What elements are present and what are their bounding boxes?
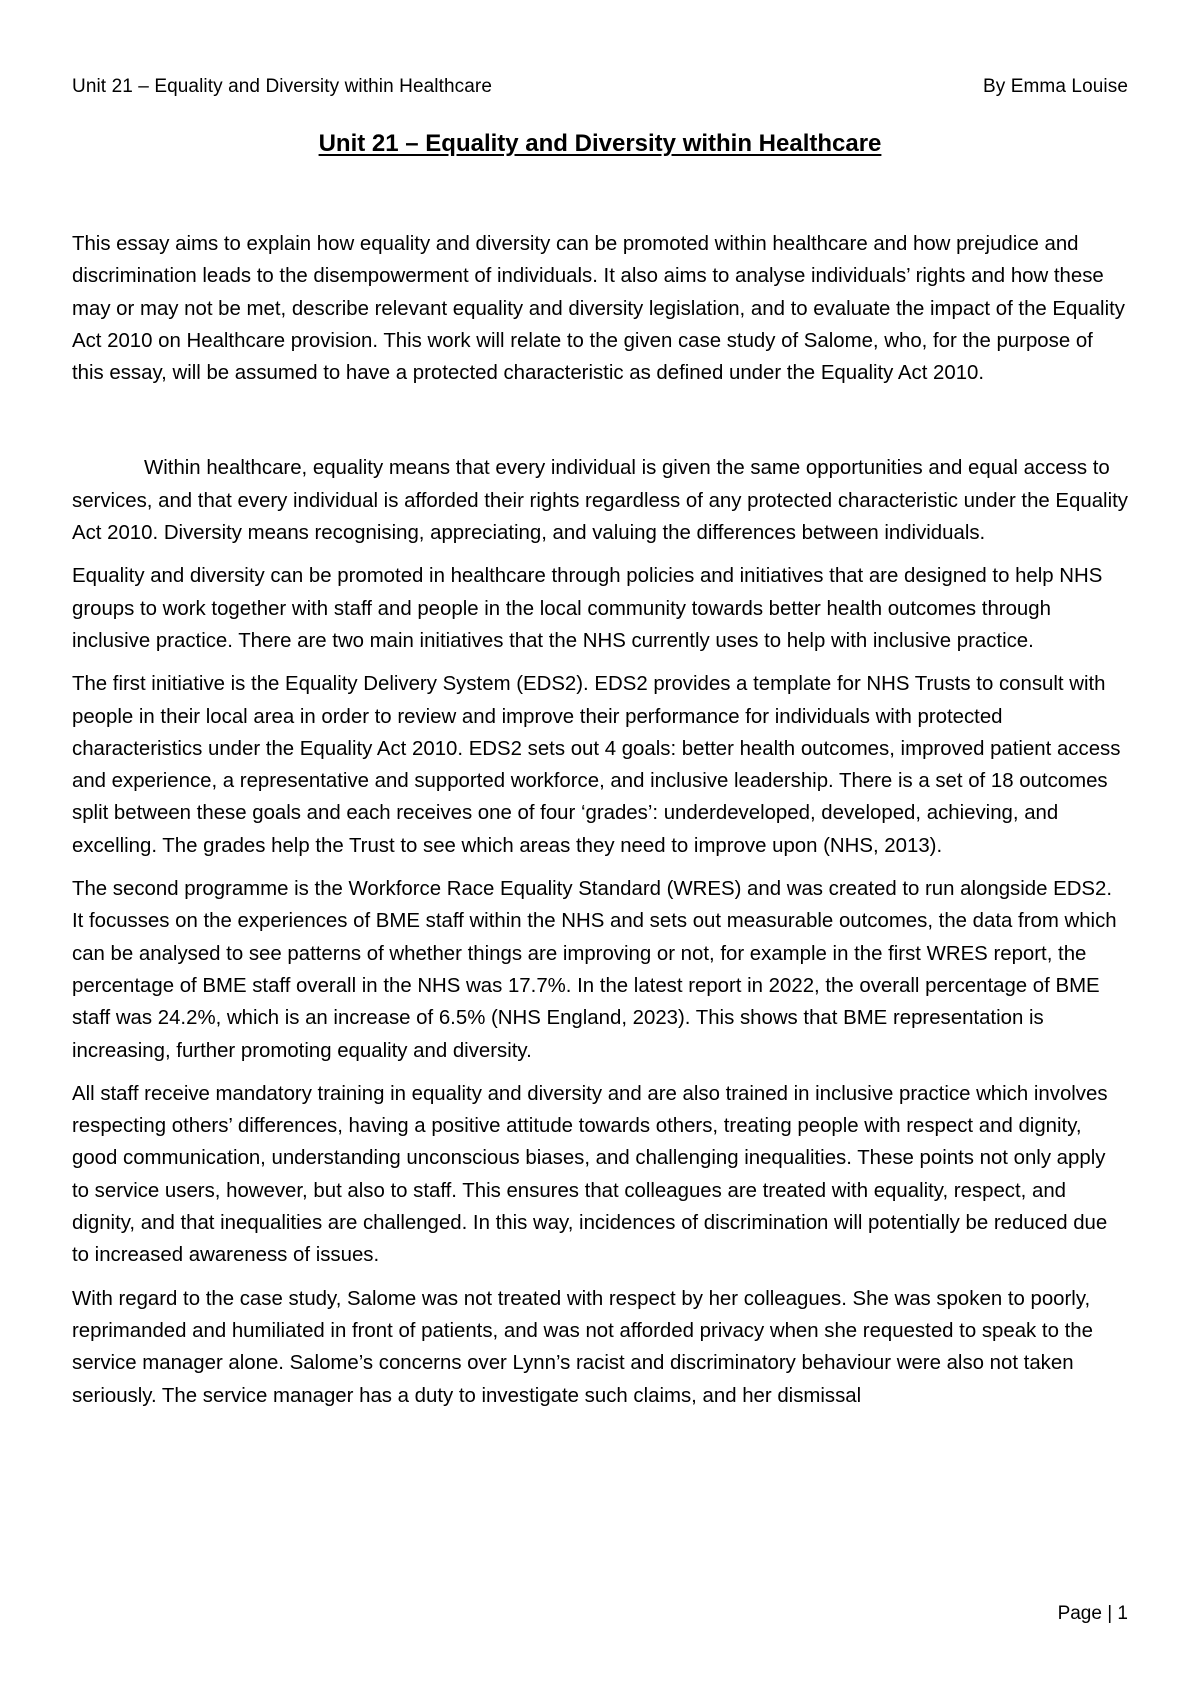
document-title: Unit 21 – Equality and Diversity within Healthcare <box>318 130 882 157</box>
document-body <box>72 228 1128 1423</box>
paragraph-definitions: Within healthcare, equality means that every individual is given the same opportunities and equal access to services, and that every individual is afforded their rights regardless of any protected characteristic under the Equality Act 2010. Diversity means recognising, appreciating, and valuing the differences between individuals. <box>72 457 1128 545</box>
header-unit-title: Unit 21 – Equality and Diversity within Healthcare <box>72 76 493 97</box>
page-header <box>72 76 1128 98</box>
paragraph-training: All staff receive mandatory training in equality and diversity and are also trained in inclusive practice which involves respecting others’ differences, having a positive attitude towards others, treating people with respect and dignity, good communication, understanding unconscious biases, and challenging inequalities. These points not only apply to service users, however, but also to staff. This ensures that colleagues are treated with equality, respect, and dignity, and that inequalities are challenged. In this way, incidences of discrimination will potentially be reduced due to increased awareness of issues. <box>72 1082 1108 1267</box>
page-number: Page | 1 <box>1057 1603 1128 1624</box>
paragraph-promotion: Equality and diversity can be promoted in healthcare through policies and initiatives that are designed to help NHS groups to work together with staff and people in the local community towards better health outcomes through inclusive practice. There are two main initiatives that the NHS currently uses to help with inclusive practice. <box>72 565 1103 652</box>
paragraph-introduction: This essay aims to explain how equality and diversity can be promoted within healthcare and how prejudice and discrimination leads to the disempowerment of individuals. It also aims to analyse individuals’ rights and how these may or may not be met, describe relevant equality and diversity legislation, and to evaluate the impact of the Equality Act 2010 on Healthcare provision. This work will relate to the given case study of Salome, who, for the purpose of this essay, will be assumed to have a protected characteristic as defined under the Equality Act 2010. <box>72 233 1125 385</box>
paragraph-case-study: With regard to the case study, Salome was not treated with respect by her colleagues. She was spoken to poorly, reprimanded and humiliated in front of patients, and was not afforded privacy when she requested to speak to the service manager alone. Salome’s concerns over Lynn’s racist and discriminatory behaviour were also not taken seriously. The service manager has a duty to investigate such claims, and her dismissal <box>72 1287 1093 1407</box>
paragraph-eds2: The first initiative is the Equality Delivery System (EDS2). EDS2 provides a template for NHS Trusts to consult with people in their local area in order to review and improve their performance for individuals with protected characteristics under the Equality Act 2010. EDS2 sets out 4 goals: better health outcomes, improved patient access and experience, a representative and supported workforce, and inclusive leadership. There is a set of 18 outcomes split between these goals and each receives one of four ‘grades’: underdeveloped, developed, achieving, and excelling. The grades help the Trust to see which areas they need to improve upon (NHS, 2013). <box>72 673 1121 857</box>
header-author: By Emma Louise <box>982 76 1128 97</box>
paragraph-wres: The second programme is the Workforce Race Equality Standard (WRES) and was created to run alongside EDS2. It focusses on the experiences of BME staff within the NHS and sets out measurable outcomes, the data from which can be analysed to see patterns of whether things are improving or not, for example in the first WRES report, the percentage of BME staff overall in the NHS was 17.7%. In the latest report in 2022, the overall percentage of BME staff was 24.2%, which is an increase of 6.5% (NHS England, 2023). This shows that BME representation is increasing, further promoting equality and diversity. <box>72 878 1117 1062</box>
